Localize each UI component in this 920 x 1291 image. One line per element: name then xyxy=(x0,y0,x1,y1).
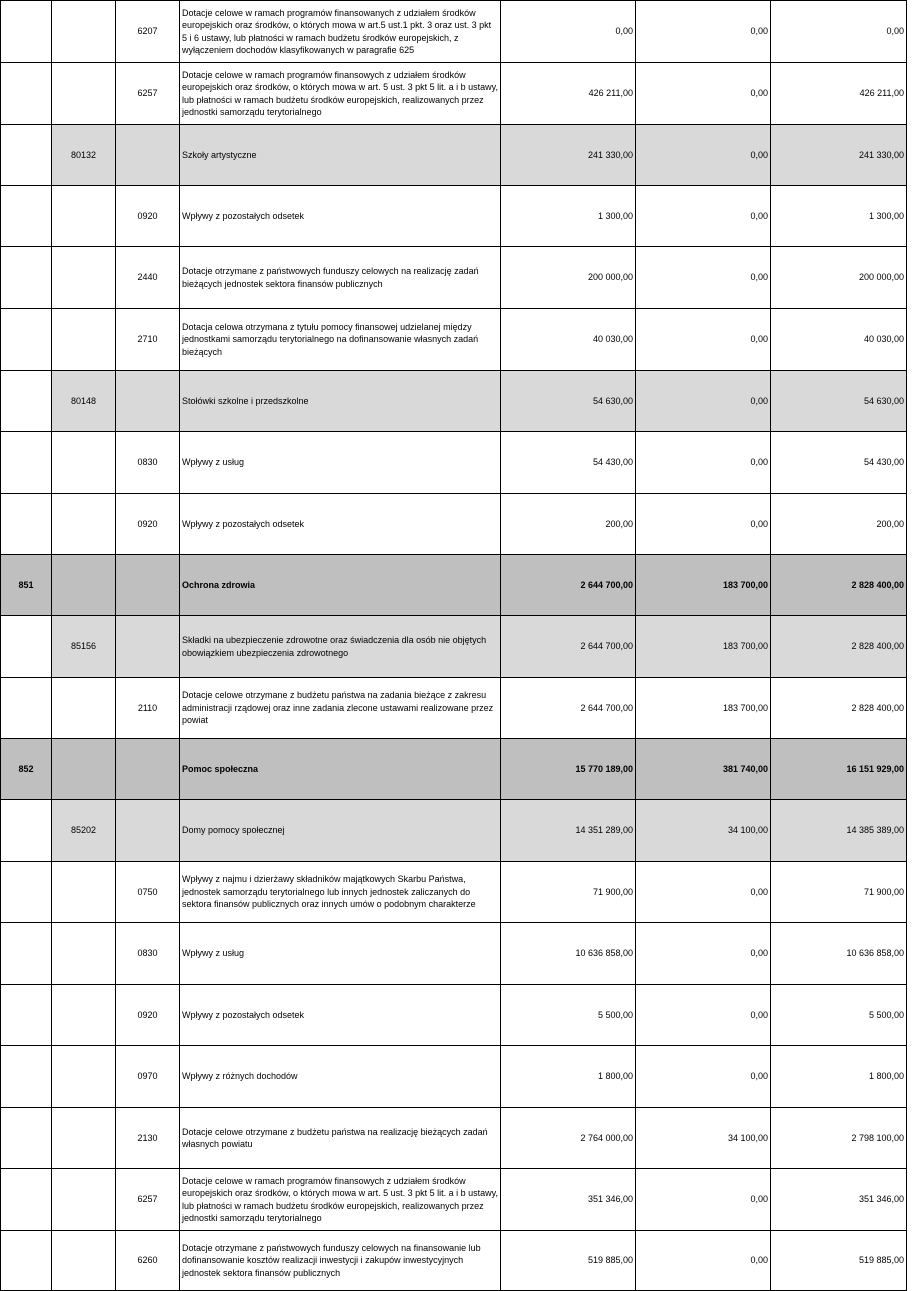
dzial-cell xyxy=(1,800,52,862)
dzial-cell: 851 xyxy=(1,555,52,616)
description-cell: Dotacje otrzymane z państwowych funduszy celowych na realizację zadań bieżących jednostek sektora finansów publicznych xyxy=(180,247,501,309)
dzial-cell xyxy=(1,1169,52,1231)
paragraf-cell: 0920 xyxy=(116,186,180,247)
rozdzial-cell: 80132 xyxy=(52,125,116,186)
dzial-cell xyxy=(1,616,52,678)
description-cell: Szkoły artystyczne xyxy=(180,125,501,186)
rozdzial-row xyxy=(1,800,907,862)
dzial-cell xyxy=(1,923,52,985)
dzial-cell xyxy=(1,1046,52,1108)
change-amount-cell: 0,00 xyxy=(636,1169,771,1231)
paragraf-row xyxy=(1,432,907,494)
rozdzial-cell xyxy=(52,494,116,555)
rozdzial-row xyxy=(1,125,907,186)
rozdzial-cell xyxy=(52,923,116,985)
dzial-row xyxy=(1,555,907,616)
plan-amount-cell: 2 764 000,00 xyxy=(501,1108,636,1169)
change-amount-cell: 183 700,00 xyxy=(636,678,771,739)
paragraf-cell xyxy=(116,371,180,432)
change-amount-cell: 34 100,00 xyxy=(636,1108,771,1169)
description-cell: Dotacje celowe otrzymane z budżetu państwa na realizację bieżących zadań własnych powiatu xyxy=(180,1108,501,1169)
plan-amount-cell: 2 644 700,00 xyxy=(501,616,636,678)
change-amount-cell: 0,00 xyxy=(636,494,771,555)
change-amount-cell: 0,00 xyxy=(636,247,771,309)
after-change-amount-cell: 10 636 858,00 xyxy=(771,923,907,985)
change-amount-cell: 0,00 xyxy=(636,923,771,985)
plan-amount-cell: 2 644 700,00 xyxy=(501,555,636,616)
after-change-amount-cell: 1 300,00 xyxy=(771,186,907,247)
paragraf-row xyxy=(1,1231,907,1291)
dzial-row xyxy=(1,739,907,800)
paragraf-row xyxy=(1,678,907,739)
description-cell: Wpływy z pozostałych odsetek xyxy=(180,186,501,247)
after-change-amount-cell: 54 630,00 xyxy=(771,371,907,432)
description-cell: Pomoc społeczna xyxy=(180,739,501,800)
after-change-amount-cell: 200,00 xyxy=(771,494,907,555)
description-cell: Stołówki szkolne i przedszkolne xyxy=(180,371,501,432)
rozdzial-cell xyxy=(52,247,116,309)
dzial-cell xyxy=(1,371,52,432)
description-cell: Domy pomocy społecznej xyxy=(180,800,501,862)
paragraf-cell: 6260 xyxy=(116,1231,180,1291)
rozdzial-cell xyxy=(52,1,116,63)
paragraf-cell: 2440 xyxy=(116,247,180,309)
rozdzial-cell: 85202 xyxy=(52,800,116,862)
paragraf-row xyxy=(1,923,907,985)
after-change-amount-cell: 14 385 389,00 xyxy=(771,800,907,862)
after-change-amount-cell: 16 151 929,00 xyxy=(771,739,907,800)
dzial-cell xyxy=(1,247,52,309)
paragraf-row xyxy=(1,1169,907,1231)
paragraf-cell: 0920 xyxy=(116,494,180,555)
plan-amount-cell: 2 644 700,00 xyxy=(501,678,636,739)
change-amount-cell: 0,00 xyxy=(636,1231,771,1291)
rozdzial-cell xyxy=(52,1231,116,1291)
plan-amount-cell: 241 330,00 xyxy=(501,125,636,186)
after-change-amount-cell: 5 500,00 xyxy=(771,985,907,1046)
change-amount-cell: 0,00 xyxy=(636,186,771,247)
description-cell: Wpływy z usług xyxy=(180,432,501,494)
after-change-amount-cell: 0,00 xyxy=(771,1,907,63)
description-cell: Dotacje otrzymane z państwowych funduszy celowych na finansowanie lub dofinansowanie kosztów realizacji inwestycji i zakupów inwestycyjnych jednostek sektora finansów publicznych xyxy=(180,1231,501,1291)
change-amount-cell: 0,00 xyxy=(636,1,771,63)
rozdzial-cell xyxy=(52,678,116,739)
change-amount-cell: 381 740,00 xyxy=(636,739,771,800)
after-change-amount-cell: 2 828 400,00 xyxy=(771,555,907,616)
plan-amount-cell: 0,00 xyxy=(501,1,636,63)
plan-amount-cell: 15 770 189,00 xyxy=(501,739,636,800)
paragraf-cell xyxy=(116,125,180,186)
paragraf-cell xyxy=(116,800,180,862)
rozdzial-row xyxy=(1,371,907,432)
plan-amount-cell: 426 211,00 xyxy=(501,63,636,125)
paragraf-cell: 6257 xyxy=(116,63,180,125)
dzial-cell xyxy=(1,1108,52,1169)
rozdzial-row xyxy=(1,616,907,678)
paragraf-cell: 6257 xyxy=(116,1169,180,1231)
after-change-amount-cell: 2 798 100,00 xyxy=(771,1108,907,1169)
rozdzial-cell xyxy=(52,63,116,125)
paragraf-cell: 2710 xyxy=(116,309,180,371)
table-body xyxy=(1,1,907,1291)
dzial-cell xyxy=(1,862,52,923)
rozdzial-cell xyxy=(52,432,116,494)
dzial-cell xyxy=(1,1231,52,1291)
description-cell: Dotacje celowe otrzymane z budżetu państwa na zadania bieżące z zakresu administracji rządowej oraz inne zadania zlecone ustawami realizowane przez powiat xyxy=(180,678,501,739)
paragraf-row xyxy=(1,1108,907,1169)
paragraf-cell: 6207 xyxy=(116,1,180,63)
description-cell: Dotacje celowe w ramach programów finansowych z udziałem środków europejskich oraz środków, o których mowa w art. 5 ust. 3 pkt 5 lit. a i b ustawy, lub płatności w ramach budżetu środków europejskich, realizowanych przez jednostki samorządu terytorialnego xyxy=(180,63,501,125)
description-cell: Wpływy z najmu i dzierżawy składników majątkowych Skarbu Państwa, jednostek samorządu terytorialnego lub innych jednostek zaliczanych do sektora finansów publicznych oraz innych umów o podobnym charakterze xyxy=(180,862,501,923)
rozdzial-cell: 85156 xyxy=(52,616,116,678)
after-change-amount-cell: 2 828 400,00 xyxy=(771,616,907,678)
after-change-amount-cell: 519 885,00 xyxy=(771,1231,907,1291)
rozdzial-cell xyxy=(52,1108,116,1169)
description-cell: Ochrona zdrowia xyxy=(180,555,501,616)
dzial-cell xyxy=(1,432,52,494)
rozdzial-cell xyxy=(52,1169,116,1231)
rozdzial-cell: 80148 xyxy=(52,371,116,432)
after-change-amount-cell: 71 900,00 xyxy=(771,862,907,923)
rozdzial-cell xyxy=(52,1046,116,1108)
after-change-amount-cell: 54 430,00 xyxy=(771,432,907,494)
rozdzial-cell xyxy=(52,739,116,800)
change-amount-cell: 0,00 xyxy=(636,125,771,186)
change-amount-cell: 0,00 xyxy=(636,985,771,1046)
description-cell: Składki na ubezpieczenie zdrowotne oraz świadczenia dla osób nie objętych obowiązkiem ubezpieczenia zdrowotnego xyxy=(180,616,501,678)
paragraf-cell: 0830 xyxy=(116,923,180,985)
paragraf-cell: 0970 xyxy=(116,1046,180,1108)
plan-amount-cell: 54 630,00 xyxy=(501,371,636,432)
paragraf-row xyxy=(1,1,907,63)
paragraf-cell: 0830 xyxy=(116,432,180,494)
after-change-amount-cell: 241 330,00 xyxy=(771,125,907,186)
rozdzial-cell xyxy=(52,186,116,247)
description-cell: Dotacje celowe w ramach programów finansowanych z udziałem środków europejskich oraz środków, o których mowa w art.5 ust.1 pkt. 3 oraz ust. 3 pkt 5 i 6 ustawy, lub płatności w ramach budżetu środków europejskich, z wyłączeniem dochodów klasyfikowanych w paragrafie 625 xyxy=(180,1,501,63)
description-cell: Wpływy z różnych dochodów xyxy=(180,1046,501,1108)
paragraf-row xyxy=(1,63,907,125)
after-change-amount-cell: 2 828 400,00 xyxy=(771,678,907,739)
plan-amount-cell: 5 500,00 xyxy=(501,985,636,1046)
paragraf-cell: 0750 xyxy=(116,862,180,923)
change-amount-cell: 0,00 xyxy=(636,1046,771,1108)
paragraf-row xyxy=(1,186,907,247)
dzial-cell xyxy=(1,985,52,1046)
dzial-cell xyxy=(1,309,52,371)
paragraf-row xyxy=(1,309,907,371)
dzial-cell xyxy=(1,125,52,186)
after-change-amount-cell: 1 800,00 xyxy=(771,1046,907,1108)
plan-amount-cell: 71 900,00 xyxy=(501,862,636,923)
paragraf-row xyxy=(1,247,907,309)
change-amount-cell: 0,00 xyxy=(636,371,771,432)
plan-amount-cell: 54 430,00 xyxy=(501,432,636,494)
paragraf-cell: 2110 xyxy=(116,678,180,739)
plan-amount-cell: 14 351 289,00 xyxy=(501,800,636,862)
description-cell: Dotacja celowa otrzymana z tytułu pomocy finansowej udzielanej między jednostkami samorządu terytorialnego na dofinansowanie własnych zadań bieżących xyxy=(180,309,501,371)
rozdzial-cell xyxy=(52,862,116,923)
dzial-cell xyxy=(1,1,52,63)
dzial-cell: 852 xyxy=(1,739,52,800)
description-cell: Wpływy z pozostałych odsetek xyxy=(180,985,501,1046)
change-amount-cell: 0,00 xyxy=(636,309,771,371)
paragraf-row xyxy=(1,985,907,1046)
plan-amount-cell: 1 800,00 xyxy=(501,1046,636,1108)
paragraf-cell xyxy=(116,616,180,678)
description-cell: Wpływy z usług xyxy=(180,923,501,985)
change-amount-cell: 183 700,00 xyxy=(636,616,771,678)
after-change-amount-cell: 351 346,00 xyxy=(771,1169,907,1231)
change-amount-cell: 0,00 xyxy=(636,63,771,125)
dzial-cell xyxy=(1,186,52,247)
paragraf-cell xyxy=(116,739,180,800)
paragraf-row xyxy=(1,494,907,555)
paragraf-row xyxy=(1,1046,907,1108)
paragraf-cell xyxy=(116,555,180,616)
plan-amount-cell: 40 030,00 xyxy=(501,309,636,371)
after-change-amount-cell: 200 000,00 xyxy=(771,247,907,309)
plan-amount-cell: 10 636 858,00 xyxy=(501,923,636,985)
rozdzial-cell xyxy=(52,309,116,371)
after-change-amount-cell: 426 211,00 xyxy=(771,63,907,125)
plan-amount-cell: 200 000,00 xyxy=(501,247,636,309)
change-amount-cell: 0,00 xyxy=(636,862,771,923)
description-cell: Dotacje celowe w ramach programów finansowych z udziałem środków europejskich oraz środków, o których mowa w art. 5 ust. 3 pkt 5 lit. a i b ustawy, lub płatności w ramach budżetu środków europejskich, realizowanych przez jednostki samorządu terytorialnego xyxy=(180,1169,501,1231)
paragraf-cell: 0920 xyxy=(116,985,180,1046)
description-cell: Wpływy z pozostałych odsetek xyxy=(180,494,501,555)
rozdzial-cell xyxy=(52,985,116,1046)
plan-amount-cell: 200,00 xyxy=(501,494,636,555)
dzial-cell xyxy=(1,63,52,125)
change-amount-cell: 183 700,00 xyxy=(636,555,771,616)
plan-amount-cell: 519 885,00 xyxy=(501,1231,636,1291)
paragraf-row xyxy=(1,862,907,923)
plan-amount-cell: 1 300,00 xyxy=(501,186,636,247)
rozdzial-cell xyxy=(52,555,116,616)
dzial-cell xyxy=(1,494,52,555)
after-change-amount-cell: 40 030,00 xyxy=(771,309,907,371)
paragraf-cell: 2130 xyxy=(116,1108,180,1169)
dzial-cell xyxy=(1,678,52,739)
plan-amount-cell: 351 346,00 xyxy=(501,1169,636,1231)
change-amount-cell: 0,00 xyxy=(636,432,771,494)
change-amount-cell: 34 100,00 xyxy=(636,800,771,862)
